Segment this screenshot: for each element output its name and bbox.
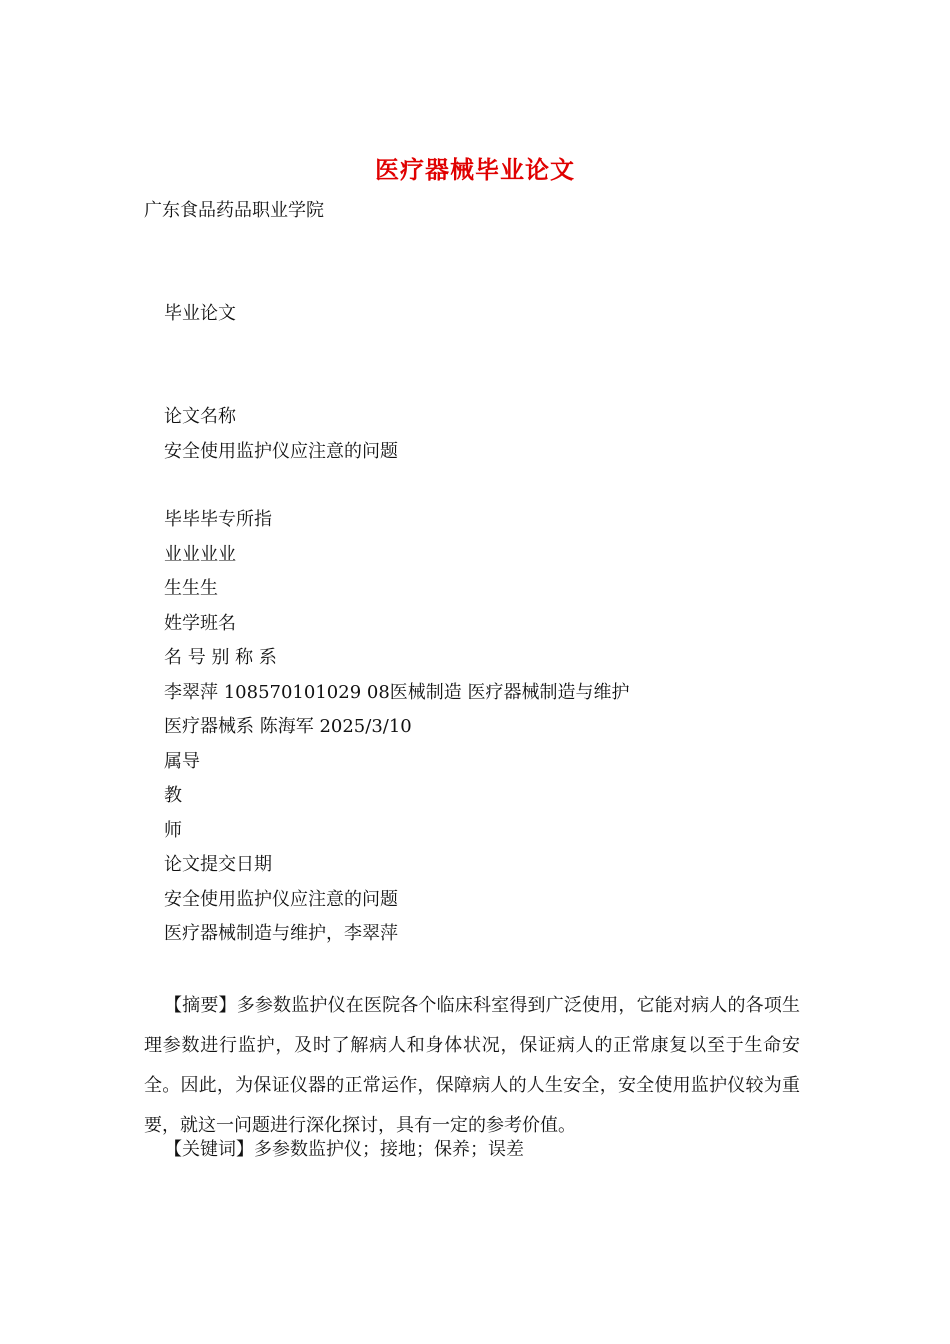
info-line: 师 <box>164 820 182 841</box>
info-line: 毕毕毕专所指 <box>164 509 272 530</box>
school-name: 广东食品药品职业学院 <box>144 200 324 221</box>
info-line: 医疗器械系 陈海军 2025/3/10 <box>164 716 412 737</box>
document-title: 医疗器械毕业论文 <box>375 155 575 184</box>
info-line: 医疗器械制造与维护，李翠萍 <box>164 923 398 944</box>
info-line: 安全使用监护仪应注意的问题 <box>164 441 398 462</box>
info-line: 安全使用监护仪应注意的问题 <box>164 889 398 910</box>
keywords-line: 【关键词】多参数监护仪；接地；保养；误差 <box>164 1139 524 1160</box>
abstract-paragraph: 【摘要】多参数监护仪在医院各个临床科室得到广泛使用，它能对病人的各项生理参数进行监护，及时了解病人和身体状况，保证病人的正常康复以至于生命安全。因此，为保证仪器的正常运作，保障病人的人生安全，安全使用监护仪较为重要，就这一问题进行深化探讨，具有一定的参考价值。 <box>144 995 800 1136</box>
info-line: 论文名称 <box>164 406 236 427</box>
info-line: 论文提交日期 <box>164 854 272 875</box>
info-line: 生生生 <box>164 578 218 599</box>
info-line: 名 号 别 称 系 <box>164 647 277 668</box>
info-line: 教 <box>164 785 182 806</box>
document-type: 毕业论文 <box>164 303 236 324</box>
info-line: 姓学班名 <box>164 613 236 634</box>
info-line: 李翠萍 108570101029 08医械制造 医疗器械制造与维护 <box>164 682 630 703</box>
info-line: 属导 <box>164 751 200 772</box>
info-line: 业业业业 <box>164 544 236 565</box>
